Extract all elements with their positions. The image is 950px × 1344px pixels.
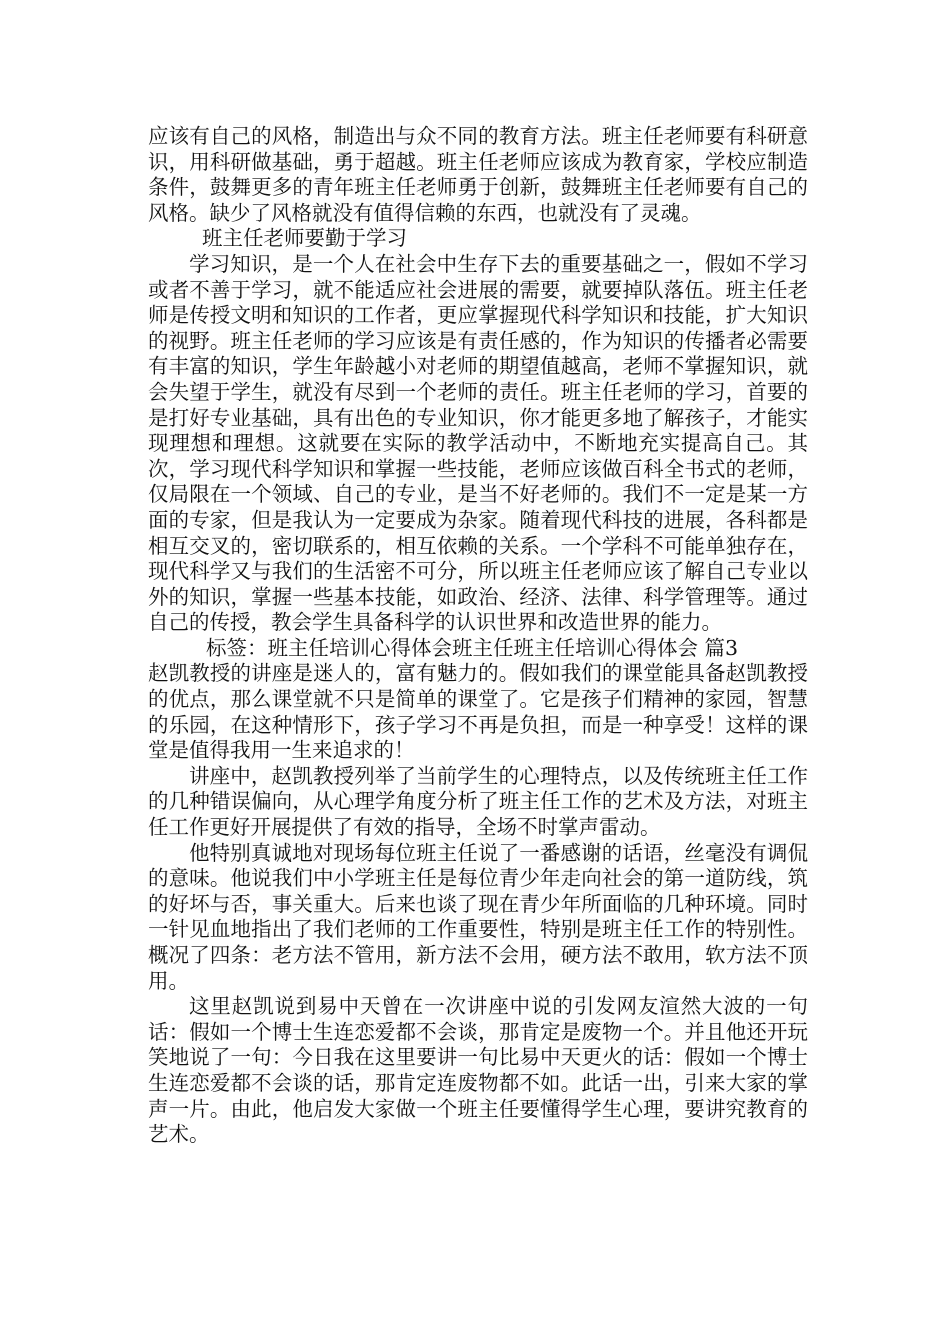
document-page	[148, 124, 808, 1148]
paragraph-learning-knowledge: 学习知识，是一个人在社会中生存下去的重要基础之一，假如不学习或者不善于学习，就不能适应社会进展的需要，就要掉队落伍。班主任老师是传授文明和知识的工作者，更应掌握现代科学知识和技能，扩大知识的视野。班主任老师的学习应该是有责任感的，作为知识的传播者必需要有丰富的知识，学生年龄越小对老师的期望值越高，老师不掌握知识，就会失望于学生，就没有尽到一个老师的责任。班主任老师的学习，首要的是打好专业基础，具有出色的专业知识，你才能更多地了解孩子，才能实现理想和理想。这就要在实际的教学活动中，不断地充实提高自己。其次，学习现代科学知识和掌握一些技能，老师应该做百科全书式的老师，仅局限在一个领域、自己的专业，是当不好老师的。我们不一定是某一方面的专家，但是我认为一定要成为杂家。随着现代科技的进展，各科都是相互交叉的，密切联系的，相互依赖的关系。一个学科不可能单独存在，现代科学又与我们的生活密不可分，所以班主任老师应该了解自己专业以外的知识，掌握一些基本技能，如政治、经济、法律、科学管理等。通过自己的传授，教会学生具备科学的认识世界和改造世界的能力。	[148, 251, 808, 635]
paragraph-lecture-content: 讲座中，赵凯教授列举了当前学生的心理特点，以及传统班主任工作的几种错误偏向，从心理学角度分析了班主任工作的艺术及方法，对班主任工作更好开展提供了有效的指导，全场不时掌声雷动。	[148, 763, 808, 840]
paragraph-yi-zhongtian-quote: 这里赵凯说到易中天曾在一次讲座中说的引发网友渲然大波的一句话：假如一个博士生连恋爱都不会谈，那肯定是废物一个。并且他还开玩笑地说了一句：今日我在这里要讲一句比易中天更火的话：假如一个博士生连恋爱都不会谈的话，那肯定连废物都不如。此话一出，引来大家的掌声一片。由此，他启发大家做一个班主任要懂得学生心理，要讲究教育的艺术。	[148, 994, 808, 1147]
section-heading-study: 班主任老师要勤于学习	[202, 226, 407, 251]
paragraph-lecture-charm: 赵凯教授的讲座是迷人的，富有魅力的。假如我们的课堂能具备赵凯教授的优点，那么课堂就不只是简单的课堂了。它是孩子们精神的家园，智慧的乐园，在这种情形下，孩子学习不再是负担，而是一种享受！这样的课堂是值得我用一生来追求的！	[148, 661, 808, 763]
tags-line: 标签：班主任培训心得体会班主任班主任培训心得体会 篇3	[206, 635, 739, 660]
paragraph-thanks-speech: 他特别真诚地对现场每位班主任说了一番感谢的话语，丝毫没有调侃的意味。他说我们中小学班主任是每位青少年走向社会的第一道防线，筑的好坏与否，事关重大。后来也谈了现在青少年所面临的几种环境。同时一针见血地指出了我们老师的工作重要性，特别是班主任工作的特别性。概况了四条：老方法不管用，新方法不会用，硬方法不敢用，软方法不顶用。	[148, 840, 808, 993]
paragraph-style-continuation: 应该有自己的风格，制造出与众不同的教育方法。班主任老师要有科研意识，用科研做基础，勇于超越。班主任老师应该成为教育家，学校应制造条件，鼓舞更多的青年班主任老师勇于创新，鼓舞班主任老师要有自己的风格。缺少了风格就没有值得信赖的东西，也就没有了灵魂。	[148, 124, 808, 225]
